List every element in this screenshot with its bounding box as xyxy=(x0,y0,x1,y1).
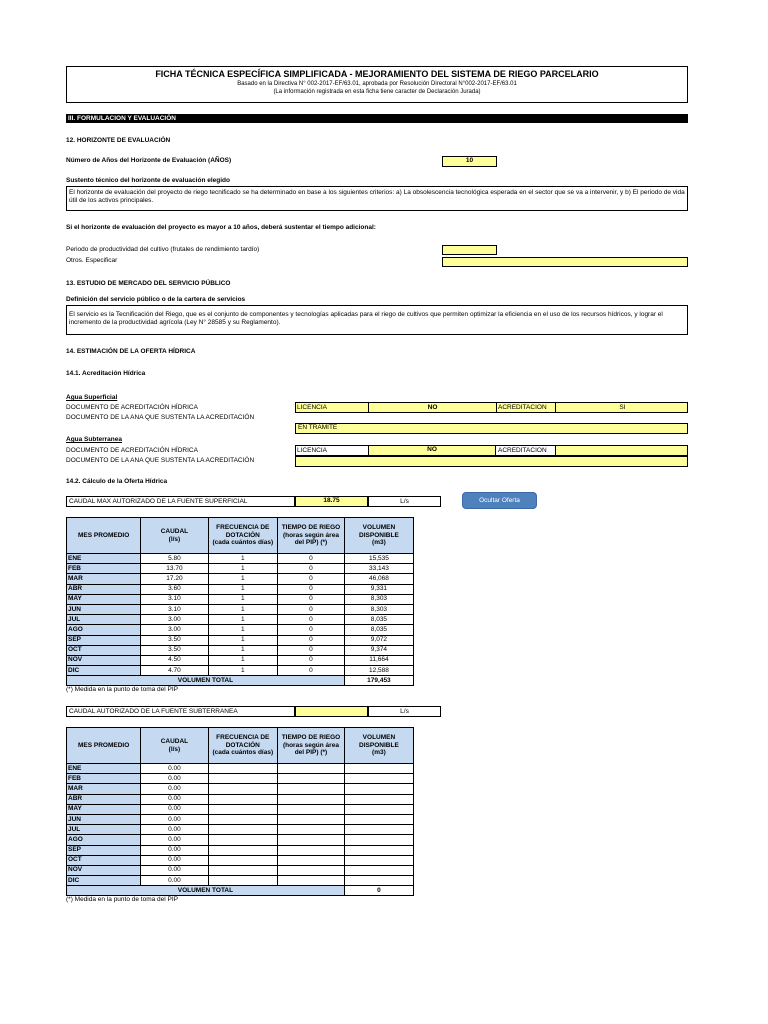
s13-title: 13. ESTUDIO DE MERCADO DEL SERVICIO PÚBLICO xyxy=(66,280,231,287)
years-label: Número de Años del Horizonte de Evaluación (AÑOS) xyxy=(66,157,232,164)
caudal-cell[interactable]: 3.00 xyxy=(141,625,208,635)
caudal-cell[interactable]: 3.10 xyxy=(141,604,208,614)
total-label: VOLUMEN TOTAL xyxy=(67,676,345,686)
month-cell: FEB xyxy=(67,774,141,784)
tiempo-cell[interactable] xyxy=(278,825,345,835)
def-textbox[interactable]: El servicio es la Tecnificación del Riego, que es el conjunto de componentes y tecnologías aplicadas para el riego de cultivos que permiten optimizar la eficiencia en el uso de los recursos hídricos, y lograr el incremento de la productividad agrícola (Ley N° 28585 y su Reglamento). xyxy=(66,305,688,335)
frecuencia-cell[interactable] xyxy=(208,876,278,886)
month-cell: MAY xyxy=(67,804,141,814)
volumen-cell: 15,535 xyxy=(344,554,413,564)
sup-doc-label: DOCUMENTO DE ACREDITACIÓN HÍDRICA xyxy=(66,404,198,411)
sub-doc-label: DOCUMENTO DE ACREDITACIÓN HÍDRICA xyxy=(66,447,198,454)
tiempo-cell[interactable]: 0 xyxy=(278,666,345,676)
tiempo-cell[interactable]: 0 xyxy=(278,554,345,564)
form-title: FICHA TÉCNICA ESPECÍFICA SIMPLIFICADA - MEJORAMIENTO DEL SISTEMA DE RIEGO PARCELARIO xyxy=(155,69,599,79)
volumen-cell xyxy=(344,876,413,886)
sub-ana-input[interactable] xyxy=(295,456,688,467)
frecuencia-cell[interactable] xyxy=(208,845,278,855)
frecuencia-cell[interactable] xyxy=(208,855,278,865)
caudal-cell[interactable]: 0.00 xyxy=(141,865,208,875)
tiempo-cell[interactable]: 0 xyxy=(278,625,345,635)
frecuencia-cell[interactable] xyxy=(208,865,278,875)
frecuencia-cell[interactable]: 1 xyxy=(208,564,278,574)
caudal-cell[interactable]: 13.70 xyxy=(141,564,208,574)
s141-title: 14.1. Acreditación Hídrica xyxy=(66,370,146,377)
table-row xyxy=(67,584,414,594)
month-cell: NOV xyxy=(67,865,141,875)
caudal-sub-unit: L/s xyxy=(368,706,441,717)
sup-licencia-value[interactable]: NO xyxy=(427,404,438,411)
total-value: 0 xyxy=(344,886,413,896)
table-row xyxy=(67,625,414,635)
month-cell: AGO xyxy=(67,625,141,635)
sustento-textbox[interactable]: El horizonte de evaluación del proyecto de riego tecnificado se ha determinado en base a los siguientes criterios: a) La obsolescencia tecnológica esperada en el sector que se va a intervenir, y b) El periodo de vida útil de los activos principales. xyxy=(66,186,688,211)
total-label: VOLUMEN TOTAL xyxy=(67,886,345,896)
sub-licencia-value[interactable]: NO xyxy=(368,445,496,456)
note-2: (*) Medida en la punto de toma del PIP xyxy=(66,896,179,903)
month-cell: OCT xyxy=(67,855,141,865)
caudal-cell[interactable]: 3.00 xyxy=(141,615,208,625)
frecuencia-cell[interactable]: 1 xyxy=(208,615,278,625)
total-value: 179,453 xyxy=(344,676,413,686)
table-row xyxy=(67,804,414,814)
volumen-cell xyxy=(344,825,413,835)
tiempo-cell[interactable]: 0 xyxy=(278,574,345,584)
volumen-cell: 11,664 xyxy=(344,655,413,665)
frecuencia-cell[interactable]: 1 xyxy=(208,604,278,614)
caudal-sub-value[interactable] xyxy=(295,706,368,717)
sup-ana-input[interactable]: EN TRAMITE xyxy=(295,423,688,434)
table-row xyxy=(67,835,414,845)
month-cell: JUN xyxy=(67,814,141,824)
col-frecuencia: FRECUENCIA DE DOTACIÓN (cada cuántos días) xyxy=(208,728,278,764)
table-row xyxy=(67,645,414,655)
table-row xyxy=(67,845,414,855)
form-subtitle-declaration: (La información registrada en esta ficha tiene caracter de Declaración Jurada) xyxy=(273,89,481,95)
caudal-cell[interactable]: 0.00 xyxy=(141,804,208,814)
ocultar-oferta-button[interactable]: Ocultar Oferta xyxy=(462,492,537,509)
month-cell: OCT xyxy=(67,645,141,655)
frecuencia-cell[interactable]: 1 xyxy=(208,584,278,594)
caudal-sub-label: CAUDAL AUTORIZADO DE LA FUENTE SUBTERRANEA xyxy=(66,706,295,717)
note-1: (*) Medida en la punto de toma del PIP xyxy=(66,686,179,693)
month-cell: ENE xyxy=(67,764,141,774)
caudal-cell[interactable]: 0.00 xyxy=(141,825,208,835)
table-row xyxy=(67,554,414,564)
month-cell: DIC xyxy=(67,876,141,886)
table-row xyxy=(67,666,414,676)
volumen-cell xyxy=(344,855,413,865)
frecuencia-cell[interactable] xyxy=(208,825,278,835)
caudal-sup-value[interactable]: 18.75 xyxy=(295,496,368,507)
col-frecuencia: FRECUENCIA DE DOTACIÓN (cada cuántos días) xyxy=(208,518,278,554)
tiempo-cell[interactable]: 0 xyxy=(278,594,345,604)
volumen-cell: 9,072 xyxy=(344,635,413,645)
tiempo-cell[interactable] xyxy=(278,865,345,875)
volumen-cell: 46,068 xyxy=(344,574,413,584)
frecuencia-cell[interactable] xyxy=(208,814,278,824)
total-row xyxy=(67,886,414,896)
mayor-label: Si el horizonte de evaluación del proyecto es mayor a 10 años, deberá sustentar el tiempo adicional: xyxy=(66,224,376,231)
month-cell: ENE xyxy=(67,554,141,564)
col-volumen: VOLUMEN DISPONIBLE (m3) xyxy=(344,518,413,554)
month-cell: DIC xyxy=(67,666,141,676)
tiempo-cell[interactable] xyxy=(278,845,345,855)
sub-licencia-label: LICENCIA xyxy=(297,447,327,454)
month-cell: JUL xyxy=(67,615,141,625)
frecuencia-cell[interactable] xyxy=(208,804,278,814)
month-cell: NOV xyxy=(67,655,141,665)
frecuencia-cell[interactable]: 1 xyxy=(208,666,278,676)
s14-title: 14. ESTIMACIÓN DE LA OFERTA HÍDRICA xyxy=(66,348,196,355)
table-row xyxy=(67,564,414,574)
month-cell: JUN xyxy=(67,604,141,614)
form-subtitle-directive: Basado en la Directiva N° 002-2017-EF/63.01, aprobada por Resolución Directoral N°002-2017-EF/63.01 xyxy=(237,81,517,87)
caudal-sup-unit: L/s xyxy=(368,496,441,507)
sub-acreditacion-label: ACREDITACION xyxy=(498,447,547,454)
table-row xyxy=(67,876,414,886)
frecuencia-cell[interactable]: 1 xyxy=(208,635,278,645)
frecuencia-cell[interactable]: 1 xyxy=(208,645,278,655)
frecuencia-cell[interactable]: 1 xyxy=(208,655,278,665)
volumen-cell: 12,588 xyxy=(344,666,413,676)
month-cell: ABR xyxy=(67,794,141,804)
col-mes: MES PROMEDIO xyxy=(67,518,141,554)
divider xyxy=(555,402,556,413)
table-row xyxy=(67,574,414,584)
def-label: Definición del servicio público o de la cartera de servicios xyxy=(66,296,246,303)
table-row xyxy=(67,594,414,604)
volumen-cell: 8,035 xyxy=(344,615,413,625)
caudal-sup-label: CAUDAL MAX AUTORIZADO DE LA FUENTE SUPERFICIAL xyxy=(66,496,295,507)
volumen-cell: 33,143 xyxy=(344,564,413,574)
frecuencia-cell[interactable]: 1 xyxy=(208,594,278,604)
tiempo-cell[interactable]: 0 xyxy=(278,645,345,655)
volumen-cell xyxy=(344,774,413,784)
table-row xyxy=(67,615,414,625)
caudal-cell[interactable]: 0.00 xyxy=(141,876,208,886)
month-cell: AGO xyxy=(67,835,141,845)
month-cell: ABR xyxy=(67,584,141,594)
tiempo-cell[interactable] xyxy=(278,784,345,794)
header-box xyxy=(66,66,688,103)
month-cell: FEB xyxy=(67,564,141,574)
frecuencia-cell[interactable] xyxy=(208,794,278,804)
month-cell: MAR xyxy=(67,784,141,794)
volumen-cell xyxy=(344,845,413,855)
volumen-cell xyxy=(344,794,413,804)
caudal-cell[interactable]: 17.20 xyxy=(141,574,208,584)
table-row xyxy=(67,814,414,824)
tiempo-cell[interactable]: 0 xyxy=(278,655,345,665)
caudal-cell[interactable]: 0.00 xyxy=(141,855,208,865)
frecuencia-cell[interactable]: 1 xyxy=(208,554,278,564)
col-mes: MES PROMEDIO xyxy=(67,728,141,764)
volumen-cell xyxy=(344,764,413,774)
table-row xyxy=(67,764,414,774)
table-row xyxy=(67,604,414,614)
sup-ana-label: DOCUMENTO DE LA ANA QUE SUSTENTA LA ACREDITACIÓN xyxy=(66,414,255,421)
frecuencia-cell[interactable] xyxy=(208,835,278,845)
caudal-cell[interactable]: 0.00 xyxy=(141,774,208,784)
sustento-label: Sustento técnico del horizonte de evaluación elegido xyxy=(66,177,230,184)
caudal-cell[interactable]: 3.50 xyxy=(141,645,208,655)
tiempo-cell[interactable] xyxy=(278,855,345,865)
tiempo-cell[interactable] xyxy=(278,794,345,804)
tiempo-cell[interactable] xyxy=(278,804,345,814)
frecuencia-cell[interactable]: 1 xyxy=(208,625,278,635)
volumen-cell xyxy=(344,814,413,824)
volumen-cell: 8,035 xyxy=(344,625,413,635)
caudal-cell[interactable]: 0.00 xyxy=(141,784,208,794)
table-row xyxy=(67,825,414,835)
caudal-cell[interactable]: 3.50 xyxy=(141,635,208,645)
table-row xyxy=(67,784,414,794)
col-tiempo: TIEMPO DE RIEGO (horas según área del PIP) (*) xyxy=(278,728,345,764)
sub-acreditacion-value[interactable] xyxy=(555,445,688,456)
col-volumen: VOLUMEN DISPONIBLE (m3) xyxy=(344,728,413,764)
table-row xyxy=(67,855,414,865)
oferta-subterranea-table xyxy=(66,727,414,896)
caudal-cell[interactable]: 3.10 xyxy=(141,594,208,604)
table-row xyxy=(67,865,414,875)
month-cell: SEP xyxy=(67,845,141,855)
sub-ana-label: DOCUMENTO DE LA ANA QUE SUSTENTA LA ACREDITACIÓN xyxy=(66,457,255,464)
month-cell: SEP xyxy=(67,635,141,645)
tiempo-cell[interactable]: 0 xyxy=(278,604,345,614)
month-cell: MAR xyxy=(67,574,141,584)
table-row xyxy=(67,635,414,645)
caudal-cell[interactable]: 0.00 xyxy=(141,814,208,824)
col-tiempo: TIEMPO DE RIEGO (horas según área del PIP) (*) xyxy=(278,518,345,554)
superficial-title: Agua Superficial xyxy=(66,394,118,401)
periodo-label: Periodo de productividad del cultivo (frutales de rendimiento tardío) xyxy=(66,246,260,253)
subterranea-title: Agua Subterranea xyxy=(66,436,122,443)
sup-acreditacion-label: ACREDITACION xyxy=(498,404,547,411)
tiempo-cell[interactable] xyxy=(278,876,345,886)
tiempo-cell[interactable]: 0 xyxy=(278,584,345,594)
tiempo-cell[interactable] xyxy=(278,835,345,845)
tiempo-cell[interactable]: 0 xyxy=(278,615,345,625)
volumen-cell: 8,303 xyxy=(344,604,413,614)
caudal-cell[interactable]: 0.00 xyxy=(141,845,208,855)
frecuencia-cell[interactable]: 1 xyxy=(208,574,278,584)
total-row xyxy=(67,676,414,686)
frecuencia-cell[interactable] xyxy=(208,764,278,774)
s142-title: 14.2. Cálculo de la Oferta Hídrica xyxy=(66,478,168,485)
sup-acreditacion-value[interactable]: SI xyxy=(619,404,626,411)
month-cell: MAY xyxy=(67,594,141,604)
volumen-cell: 9,331 xyxy=(344,584,413,594)
volumen-cell xyxy=(344,784,413,794)
volumen-cell: 8,303 xyxy=(344,594,413,604)
table-row xyxy=(67,655,414,665)
otros-label: Otros. Especificar xyxy=(66,257,118,264)
s12-title: 12. HORIZONTE DE EVALUACIÓN xyxy=(66,137,171,144)
oferta-superficial-table xyxy=(66,517,414,686)
col-caudal: CAUDAL (l/s) xyxy=(141,518,208,554)
frecuencia-cell[interactable] xyxy=(208,784,278,794)
divider xyxy=(368,402,369,413)
caudal-cell[interactable]: 0.00 xyxy=(141,835,208,845)
years-input[interactable]: 10 xyxy=(442,156,497,167)
volumen-cell xyxy=(344,804,413,814)
caudal-cell[interactable]: 0.00 xyxy=(141,794,208,804)
volumen-cell xyxy=(344,865,413,875)
caudal-cell[interactable]: 3.60 xyxy=(141,584,208,594)
tiempo-cell[interactable]: 0 xyxy=(278,635,345,645)
periodo-input[interactable] xyxy=(442,245,497,255)
tiempo-cell[interactable]: 0 xyxy=(278,564,345,574)
sup-licencia-label: LICENCIA xyxy=(297,404,327,411)
caudal-cell[interactable]: 5.80 xyxy=(141,554,208,564)
tiempo-cell[interactable] xyxy=(278,814,345,824)
volumen-cell xyxy=(344,835,413,845)
caudal-cell[interactable]: 4.50 xyxy=(141,655,208,665)
table-row xyxy=(67,774,414,784)
section-iii-bar: III. FORMULACION Y EVALUACIÓN xyxy=(66,114,688,123)
otros-input[interactable] xyxy=(442,257,688,267)
caudal-cell[interactable]: 4.70 xyxy=(141,666,208,676)
month-cell: JUL xyxy=(67,825,141,835)
caudal-cell[interactable]: 0.00 xyxy=(141,764,208,774)
col-caudal: CAUDAL (l/s) xyxy=(141,728,208,764)
divider xyxy=(496,402,497,413)
tiempo-cell[interactable] xyxy=(278,764,345,774)
frecuencia-cell[interactable] xyxy=(208,774,278,784)
table-row xyxy=(67,794,414,804)
tiempo-cell[interactable] xyxy=(278,774,345,784)
volumen-cell: 9,374 xyxy=(344,645,413,655)
